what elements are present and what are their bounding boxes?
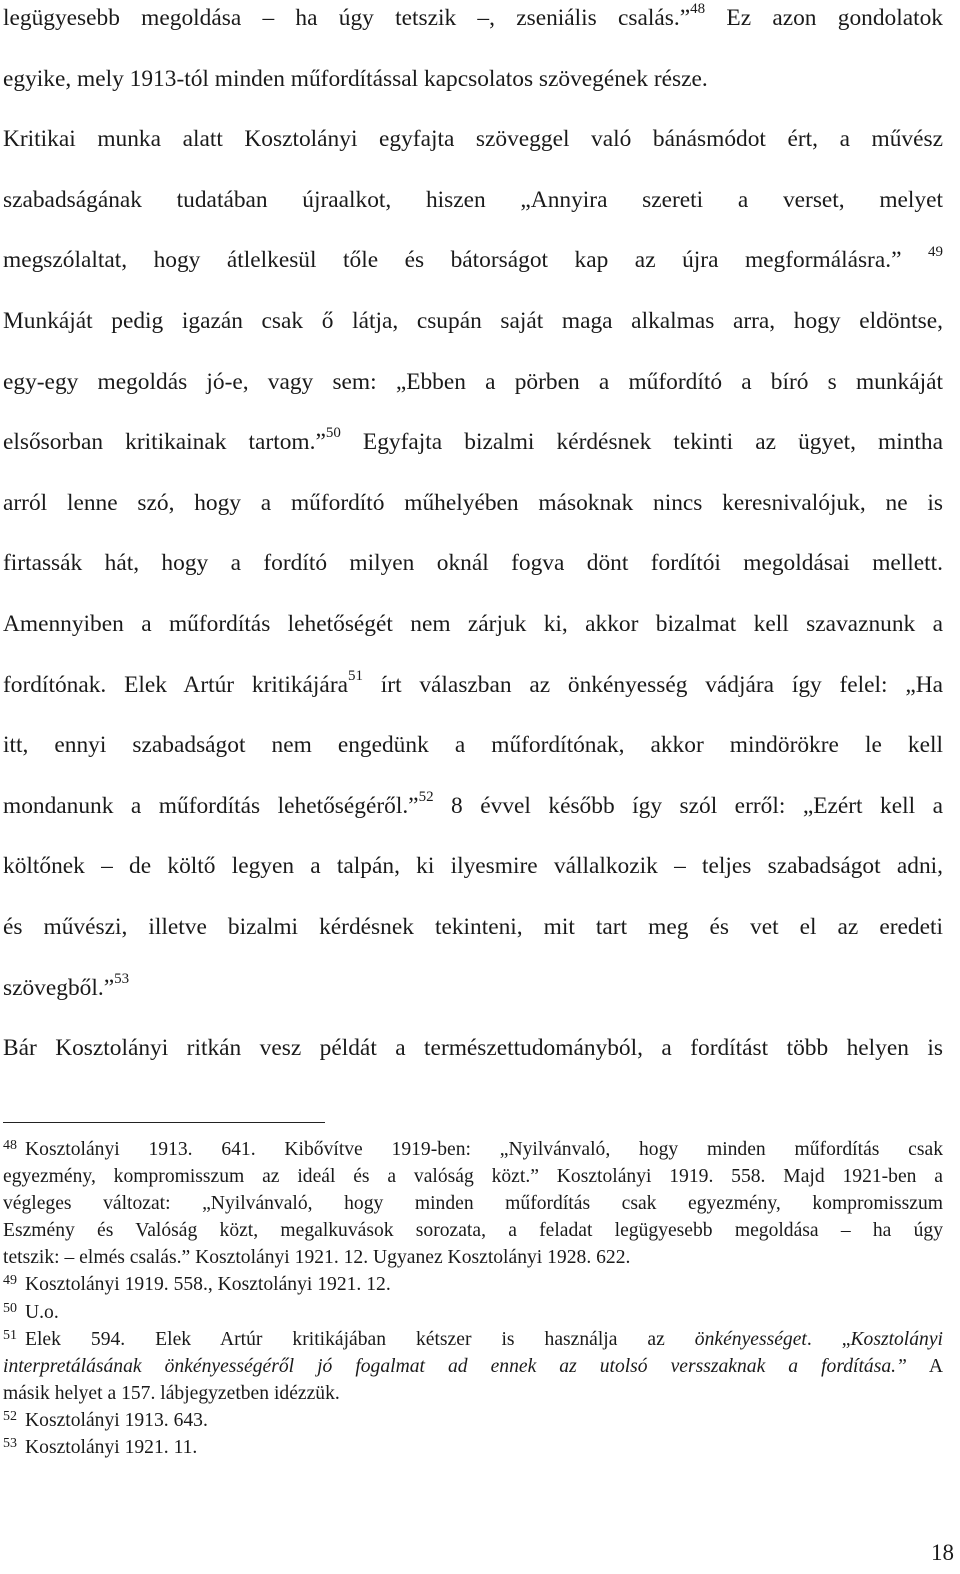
footnote-48: $^{48}$ Kosztolányi 1913. 641. Kibővítve 1919-ben: „Nyilvánvaló, hogy minden műfordítás csak	[3, 1138, 943, 1160]
footnote-49: $^{49}$ Kosztolányi 1919. 558., Kosztolányi 1921. 12.	[3, 1273, 391, 1296]
text-line-9: arról lenne szó, hogy a műfordító műhelyében másoknak nincs keresnivalójuk, ne is	[3, 489, 943, 516]
footnote-51: $^{51}$ Elek 594. Elek Artúr kritikájában kétszer is használja az önkényességet. „Kosztolányi	[3, 1327, 943, 1350]
text-line-7: egy-egy megoldás jó-e, vagy sem: „Ebben a pörben a műfordító a bíró s munkáját	[3, 368, 943, 395]
text-line-14: mondanunk a műfordítás lehetőségéről.”$^{52}$ 8 évvel később így szól erről: „Ezért kell a	[3, 788, 943, 819]
text-line-1: legügyesebb megoldása – ha úgy tetszik –, zseniális csalás.”$^{48}$ Ez azon gondolatok	[3, 1, 943, 31]
text-line-10: firtassák hát, hogy a fordító milyen oknál fogva dönt fordítói megoldásai mellett.	[3, 550, 943, 577]
text-line-15: költőnek – de költő legyen a talpán, ki ilyesmire vállalkozik – teljes szabadságot adni,	[3, 853, 943, 880]
text-line-11: Amennyiben a műfordítás lehetőségét nem zárjuk ki, akkor bizalmat kell szavaznunk a	[3, 610, 943, 637]
footnote-ref-50[interactable]: 50	[325, 425, 341, 442]
footnotes	[3, 1136, 943, 1461]
text-line-4: szabadságának tudatában újraalkot, hiszen „Annyira szereti a verset, melyet	[3, 186, 943, 213]
footnote-ref-53[interactable]: 53	[114, 970, 130, 987]
text-line-13: itt, ennyi szabadságot nem engedünk a műfordítónak, akkor mindörökre le kell	[3, 732, 943, 759]
footnote-53: $^{53}$ Kosztolányi 1921. 11.	[3, 1436, 198, 1459]
footnote-48-line-5: tetszik: – elmés csalás.” Kosztolányi 1921. 12. Ugyanez Kosztolányi 1928. 622.	[3, 1247, 631, 1269]
text-line-12: fordítónak. Elek Artúr kritikájára$^{51}$ írt válaszban az önkényesség vádjára így felel: „Ha	[3, 667, 943, 698]
footnote-ref-49[interactable]: 49	[927, 243, 943, 260]
footnote-ref-51[interactable]: 51	[348, 667, 363, 684]
text-line-2: egyike, mely 1913-tól minden műfordítással kapcsolatos szövegének része.	[3, 65, 708, 92]
footnote-48-line-2: egyezmény, kompromisszum az ideál és a valóság közt.” Kosztolányi 1919. 558. Majd 1921-ben a	[3, 1166, 943, 1188]
text-line-3: Kritikai munka alatt Kosztolányi egyfajta szöveggel való bánásmódot ért, a művész	[3, 126, 943, 153]
text-line-17: szövegből.”$^{53}$	[3, 970, 130, 1001]
text-line-16: és művészi, illetve bizalmi kérdésnek tekinteni, mit tart meg és vet el az eredeti	[3, 913, 943, 940]
footnote-ref-48[interactable]: 48	[690, 1, 706, 18]
text-line-18: Bár Kosztolányi ritkán vesz példát a természettudományból, a fordítást több helyen is	[3, 1035, 943, 1062]
footnote-48-line-3: végleges változat: „Nyilvánvaló, hogy minden műfordítás csak egyezmény, kompromisszum	[3, 1193, 943, 1215]
footnote-51-line-2: interpretálásának önkényességéről jó fogalmat ad ennek az utolsó versszaknak a fordítása.” A	[3, 1355, 943, 1377]
text-line-8: elsősorban kritikainak tartom.”$^{50}$ Egyfajta bizalmi kérdésnek tekinti az ügyet, mintha	[3, 425, 943, 456]
page-number: 18	[931, 1540, 954, 1565]
main-text	[3, 0, 943, 1085]
footnote-52: $^{52}$ Kosztolányi 1913. 643.	[3, 1408, 208, 1431]
footnote-51-line-3: másik helyet a 157. lábjegyzetben idézzük.	[3, 1382, 340, 1404]
footnote-separator	[3, 1122, 325, 1123]
footnote-48-line-4: Eszmény és Valóság közt, megalkuvások sorozata, a feladat legügyesebb megoldása – ha úgy	[3, 1220, 943, 1242]
text-line-5: megszólaltat, hogy átlelkesül tőle és bátorságot kap az újra megformálásra.” $^{49}$	[3, 243, 943, 274]
footnote-50: $^{50}$ U.o.	[3, 1300, 59, 1323]
text-line-6: Munkáját pedig igazán csak ő látja, csupán saját maga alkalmas arra, hogy eldöntse,	[3, 307, 943, 334]
footnote-ref-52[interactable]: 52	[418, 788, 434, 805]
